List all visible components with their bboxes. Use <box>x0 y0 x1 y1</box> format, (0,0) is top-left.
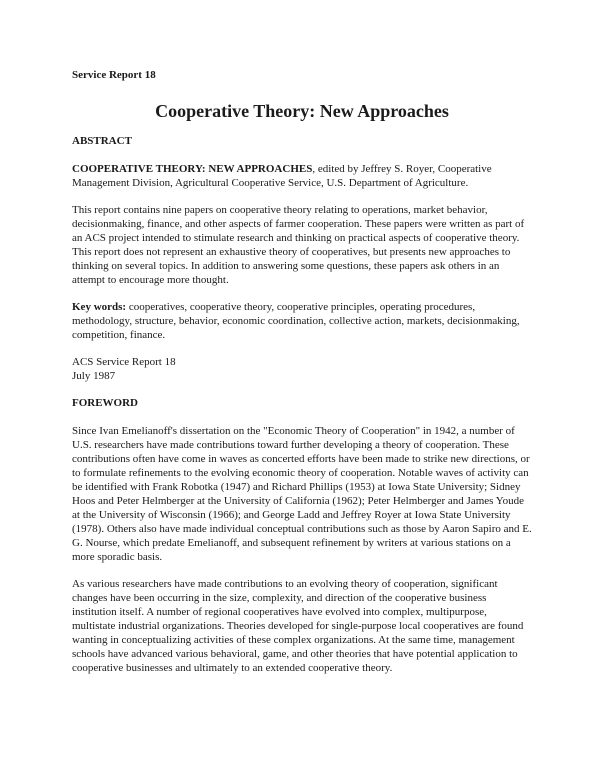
keywords-text: cooperatives, cooperative theory, cooperative principles, operating procedures, methodology, structure, behavior, economic coordination, collective action, markets, decisionmaking, competition, finance. <box>72 301 520 341</box>
document-page <box>72 68 532 688</box>
abstract-heading: ABSTRACT <box>72 135 132 147</box>
keywords-paragraph <box>72 300 532 342</box>
foreword-paragraph-1: Since Ivan Emelianoff's dissertation on the "Economic Theory of Cooperation" in 1942, a number of U.S. researchers have made contributions toward further developing a theory of cooperation. These contributions often have come in waves as concerted efforts have been made to strike new directions, or to formulate refinements to the evolving economic theory of cooperation. Notable waves of activity can be identified with Frank Robotka (1947) and Richard Phillips (1953) at Iowa State University; Sidney Hoos and Peter Helmberger at the University of California (1962); Peter Helmberger and James Youde at the University of Wisconsin (1966); and George Ladd and Jeffrey Royer at Iowa State University (1978). Others also have made individual conceptual contributions such as those by Aaron Sapiro and E. G. Nourse, which predate Emelianoff, and subsequent refinement by writers at various stations on a more sporadic basis. <box>72 425 532 563</box>
report-date: July 1987 <box>72 370 116 382</box>
abstract-citation <box>72 162 532 190</box>
report-id: ACS Service Report 18 <box>72 356 176 368</box>
series-label: Service Report 18 <box>72 69 156 81</box>
abstract-body: This report contains nine papers on cooperative theory relating to operations, market behavior, decisionmaking, finance, and other aspects of farmer cooperation. These papers were written as part of an ACS project intended to stimulate research and thinking on practical aspects of cooperative theory. This report does not represent an exhaustive theory of cooperatives, but presents new approaches to thinking on several topics. In addition to answering some questions, these papers ask others in an attempt to encourage more thought. <box>72 204 525 286</box>
foreword-paragraph-2: As various researchers have made contributions to an evolving theory of cooperation, significant changes have been occurring in the size, complexity, and direction of the cooperative business institution itself. A number of regional cooperatives have evolved into complex, multipurpose, multistate industrial organizations. Theories developed for single-purpose local cooperatives are found wanting in conceptualizing activities of these complex organizations. At the same time, management schools have advanced various behavioral, game, and other theories that have potential application to cooperative businesses and ultimately to an extended cooperative theory. <box>72 578 524 674</box>
abstract-citation-lead: COOPERATIVE THEORY: NEW APPROACHES <box>72 163 313 175</box>
report-info <box>72 355 532 383</box>
keywords-label: Key words: <box>72 301 127 313</box>
abstract-citation-rest: , edited by Jeffrey S. Royer, Cooperative Management Division, Agricultural Cooperative Service, U.S. Department of Agriculture. <box>72 163 492 189</box>
document-title: Cooperative Theory: New Approaches <box>155 101 449 121</box>
foreword-heading: FOREWORD <box>72 397 138 409</box>
